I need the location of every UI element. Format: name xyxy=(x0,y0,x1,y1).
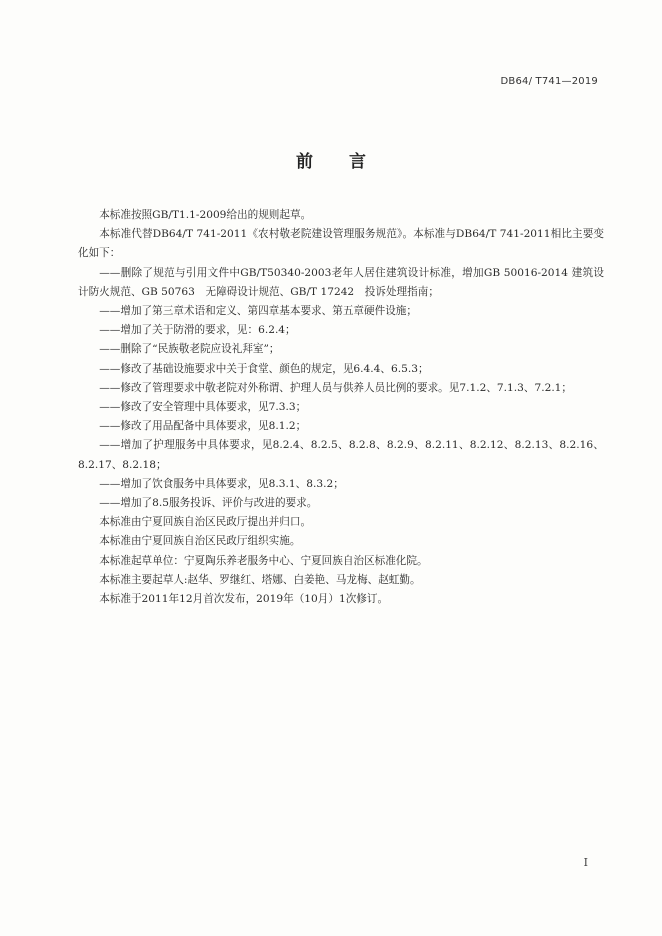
paragraph-proposer: 本标准由宁夏回族自治区民政厅提出并归口。 xyxy=(99,516,312,529)
preface-body xyxy=(78,206,604,609)
document-code: DB64/ T741—2019 xyxy=(500,76,598,87)
paragraph-replacement: 本标准代替DB64/T 741-2011《农村敬老院建设管理服务规范》。本标准与DB64/T 741-2011相比主要变化如下： xyxy=(78,228,604,260)
change-item: ——修改了安全管理中具体要求，见7.3.3； xyxy=(99,401,307,414)
change-item: ——修改了管理要求中敬老院对外称谓、护理人员与供养人员比例的要求。见7.1.2、7.1.3、7.2.1； xyxy=(99,381,573,394)
change-item: ——删除了规范与引用文件中GB/T50340-2003老年人居住建筑设计标准，增加GB 50016-2014 建筑设计防火规范、GB 50763 无障碍设计规范、GB/T 17242 投诉处理指南； xyxy=(78,266,604,298)
page-number: I xyxy=(583,856,588,869)
change-item: ——增加了饮食服务中具体要求，见8.3.1、8.3.2； xyxy=(99,477,344,490)
paragraph-release-history: 本标准于2011年12月首次发布，2019年（10月）1次修订。 xyxy=(99,593,389,606)
change-item: ——增加了护理服务中具体要求，见8.2.4、8.2.5、8.2.8、8.2.9、8.2.11、8.2.12、8.2.13、8.2.16、8.2.17、8.2.18； xyxy=(78,439,604,471)
change-item: ——增加了8.5服务投诉、评价与改进的要求。 xyxy=(99,497,318,510)
change-item: ——删除了“民族敬老院应设礼拜室”； xyxy=(99,343,280,356)
paragraph-drafting-rules: 本标准按照GB/T1.1-2009给出的规则起草。 xyxy=(99,209,312,221)
change-item: ——修改了用品配备中具体要求，见8.1.2； xyxy=(99,420,307,433)
change-item: ——增加了第三章术语和定义、第四章基本要求、第五章硬件设施； xyxy=(99,305,417,318)
paragraph-drafters: 本标准主要起草人:赵华、罗继红、塔娜、白姜艳、马龙梅、赵虹勤。 xyxy=(99,573,421,586)
change-item: ——修改了基础设施要求中关于食堂、颜色的规定，见6.4.4、6.5.3； xyxy=(99,362,429,375)
change-item: ——增加了关于防滑的要求，见：6.2.4； xyxy=(99,324,296,337)
paragraph-implementer: 本标准由宁夏回族自治区民政厅组织实施。 xyxy=(99,535,301,548)
paragraph-drafting-units: 本标准起草单位：宁夏陶乐养老服务中心、宁夏回族自治区标准化院。 xyxy=(99,554,428,567)
page-title: 前言 xyxy=(296,152,402,172)
